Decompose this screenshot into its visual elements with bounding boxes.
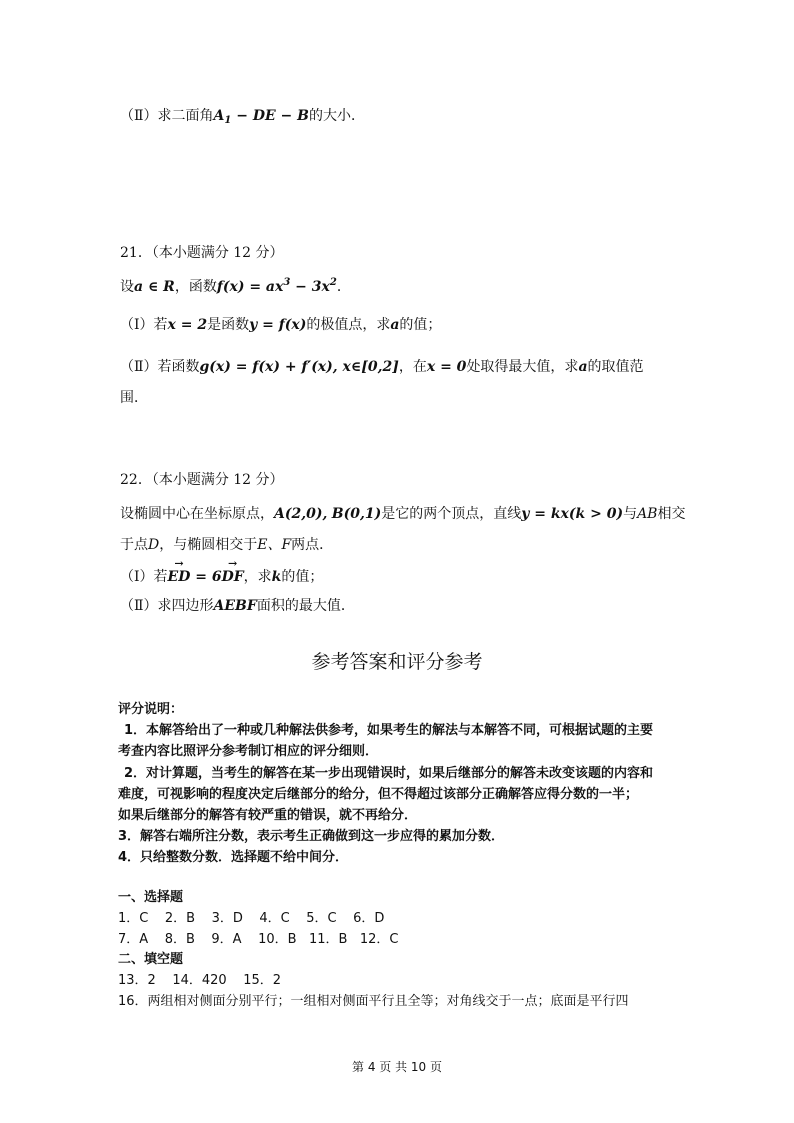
q20-part2-suffix: 的大小．	[308, 108, 365, 124]
q22-intro-mid: 是它的两个顶点，直线	[381, 506, 522, 522]
q21-p1-a: a	[390, 317, 400, 333]
q22-part1	[120, 567, 323, 587]
q22-intro-prefix: 设椭圆中心在坐标原点，	[120, 506, 274, 522]
section-fill: 二、填空题	[118, 952, 184, 967]
q22-point-a: A(2,0),	[274, 506, 328, 522]
q22-p2-prefix: （Ⅱ）求四边形	[120, 598, 214, 614]
page-footer: 第 4 页 共 10 页	[352, 1060, 442, 1074]
q22-header: 22．（本小题满分 12 分）	[120, 472, 284, 488]
q22-intro2	[120, 535, 333, 555]
q20-part2	[120, 106, 365, 131]
q20-expr-rest: − DE − B	[231, 108, 309, 124]
q22-part2	[120, 596, 355, 616]
q21-fx: f(x) = ax	[216, 279, 284, 295]
note-1a: 1．本解答给出了一种或几种解法供参考，如果考生的解法与本解答不同，可根据试题的主要	[124, 723, 654, 738]
q22-intro2-end: 两点．	[291, 537, 334, 553]
q22-ef: E、F	[257, 537, 292, 553]
q22-p1-prefix: （Ⅰ）若	[120, 569, 168, 585]
scoring-notes-header: 评分说明：	[118, 702, 184, 717]
q21-intro-mid: ，函数	[174, 279, 217, 295]
q21-intro-end: ．	[336, 279, 351, 295]
q21-p1-mid: 是函数	[207, 317, 250, 333]
fill-row-2: 16．两组相对侧面分别平行；一组相对侧面平行且全等；对角线交于一点；底面是平行四	[118, 994, 629, 1009]
q22-intro	[120, 504, 685, 524]
note-2b: 难度，可视影响的程度决定后继部分的给分，但不得超过该部分正确解答应得分数的一半；	[118, 787, 639, 802]
q22-p1-mid: ，求	[243, 569, 272, 585]
q21-p2-a: a	[578, 359, 588, 375]
note-1b: 考查内容比照评分参考制订相应的评分细则．	[118, 744, 379, 759]
q22-point-b: B(0,1)	[331, 506, 382, 522]
q21-p1-end: 的值；	[399, 317, 442, 333]
note-3: 3．解答右端所注分数，表示考生正确做到这一步应得的累加分数．	[118, 829, 505, 844]
q21-p1-mid2: 的极值点，求	[306, 317, 391, 333]
q22-intro2-mid: ，与椭圆相交于	[159, 537, 258, 553]
q21-fx-mid: − 3x	[290, 279, 330, 295]
q22-ab: AB	[637, 506, 658, 522]
q21-intro-prefix: 设	[120, 279, 134, 295]
q20-expr-a-sub: 1	[224, 115, 232, 126]
q21-header: 21．（本小题满分 12 分）	[120, 245, 284, 261]
q22-line-eq: y = kx(k > 0)	[521, 506, 624, 522]
q22-p2-end: 面积的最大值．	[256, 598, 355, 614]
choice-row-1: 1．C 2．B 3．D 4．C 5．C 6．D	[118, 911, 385, 926]
q21-p1-yfx: y = f(x)	[249, 317, 307, 333]
q20-part2-prefix: （Ⅱ）求二面角	[120, 108, 214, 124]
q21-p1-x2: x = 2	[167, 317, 208, 333]
q22-p1-k: k	[271, 569, 282, 585]
q21-p2-end: 的取值范	[587, 359, 644, 375]
q21-a-in-r: a ∈ R	[134, 279, 175, 295]
q22-intro-mid2: 与	[623, 506, 638, 522]
note-2a: 2．对计算题，当考生的解答在某一步出现错误时，如果后继部分的解答未改变该题的内容和	[124, 766, 654, 781]
q21-p2-gx: g(x) = f(x) + f′(x), x∈[0,2]	[199, 359, 399, 375]
q22-vec-ed: → ED	[168, 567, 191, 587]
q22-d: D	[148, 537, 160, 553]
note-4: 4．只给整数分数．选择题不给中间分．	[118, 850, 349, 865]
q21-intro	[120, 273, 351, 297]
q21-p2-x0: x = 0	[426, 359, 467, 375]
q22-p1-end: 的值；	[281, 569, 324, 585]
q21-part2-cont: 围．	[120, 390, 148, 406]
choice-row-2: 7．A 8．B 9．A 10．B 11．B 12．C	[118, 932, 399, 947]
q22-aebf: AEBF	[213, 598, 257, 614]
q21-part2	[120, 357, 644, 377]
q21-fx-exp1: 3	[283, 277, 291, 288]
q21-p2-mid: ，在	[398, 359, 427, 375]
q21-p1-prefix: （Ⅰ）若	[120, 317, 168, 333]
q21-p2-prefix: （Ⅱ）若函数	[120, 359, 200, 375]
q22-intro2-prefix: 于点	[120, 537, 148, 553]
q22-p1-eq: = 6	[190, 569, 222, 585]
q21-fx-exp2: 2	[329, 277, 337, 288]
q21-p2-mid2: 处取得最大值，求	[466, 359, 579, 375]
q21-part1	[120, 315, 441, 335]
section-choice: 一、选择题	[118, 890, 184, 905]
answers-title: 参考答案和评分参考	[311, 651, 483, 673]
fill-row-1: 13．2 14．420 15．2	[118, 973, 282, 988]
q22-intro-end: 相交	[657, 506, 686, 522]
q20-expr-a: A	[213, 108, 225, 124]
q22-vec-df: → DF	[222, 567, 244, 587]
note-2c: 如果后继部分的解答有较严重的错误，就不再给分．	[118, 808, 418, 823]
